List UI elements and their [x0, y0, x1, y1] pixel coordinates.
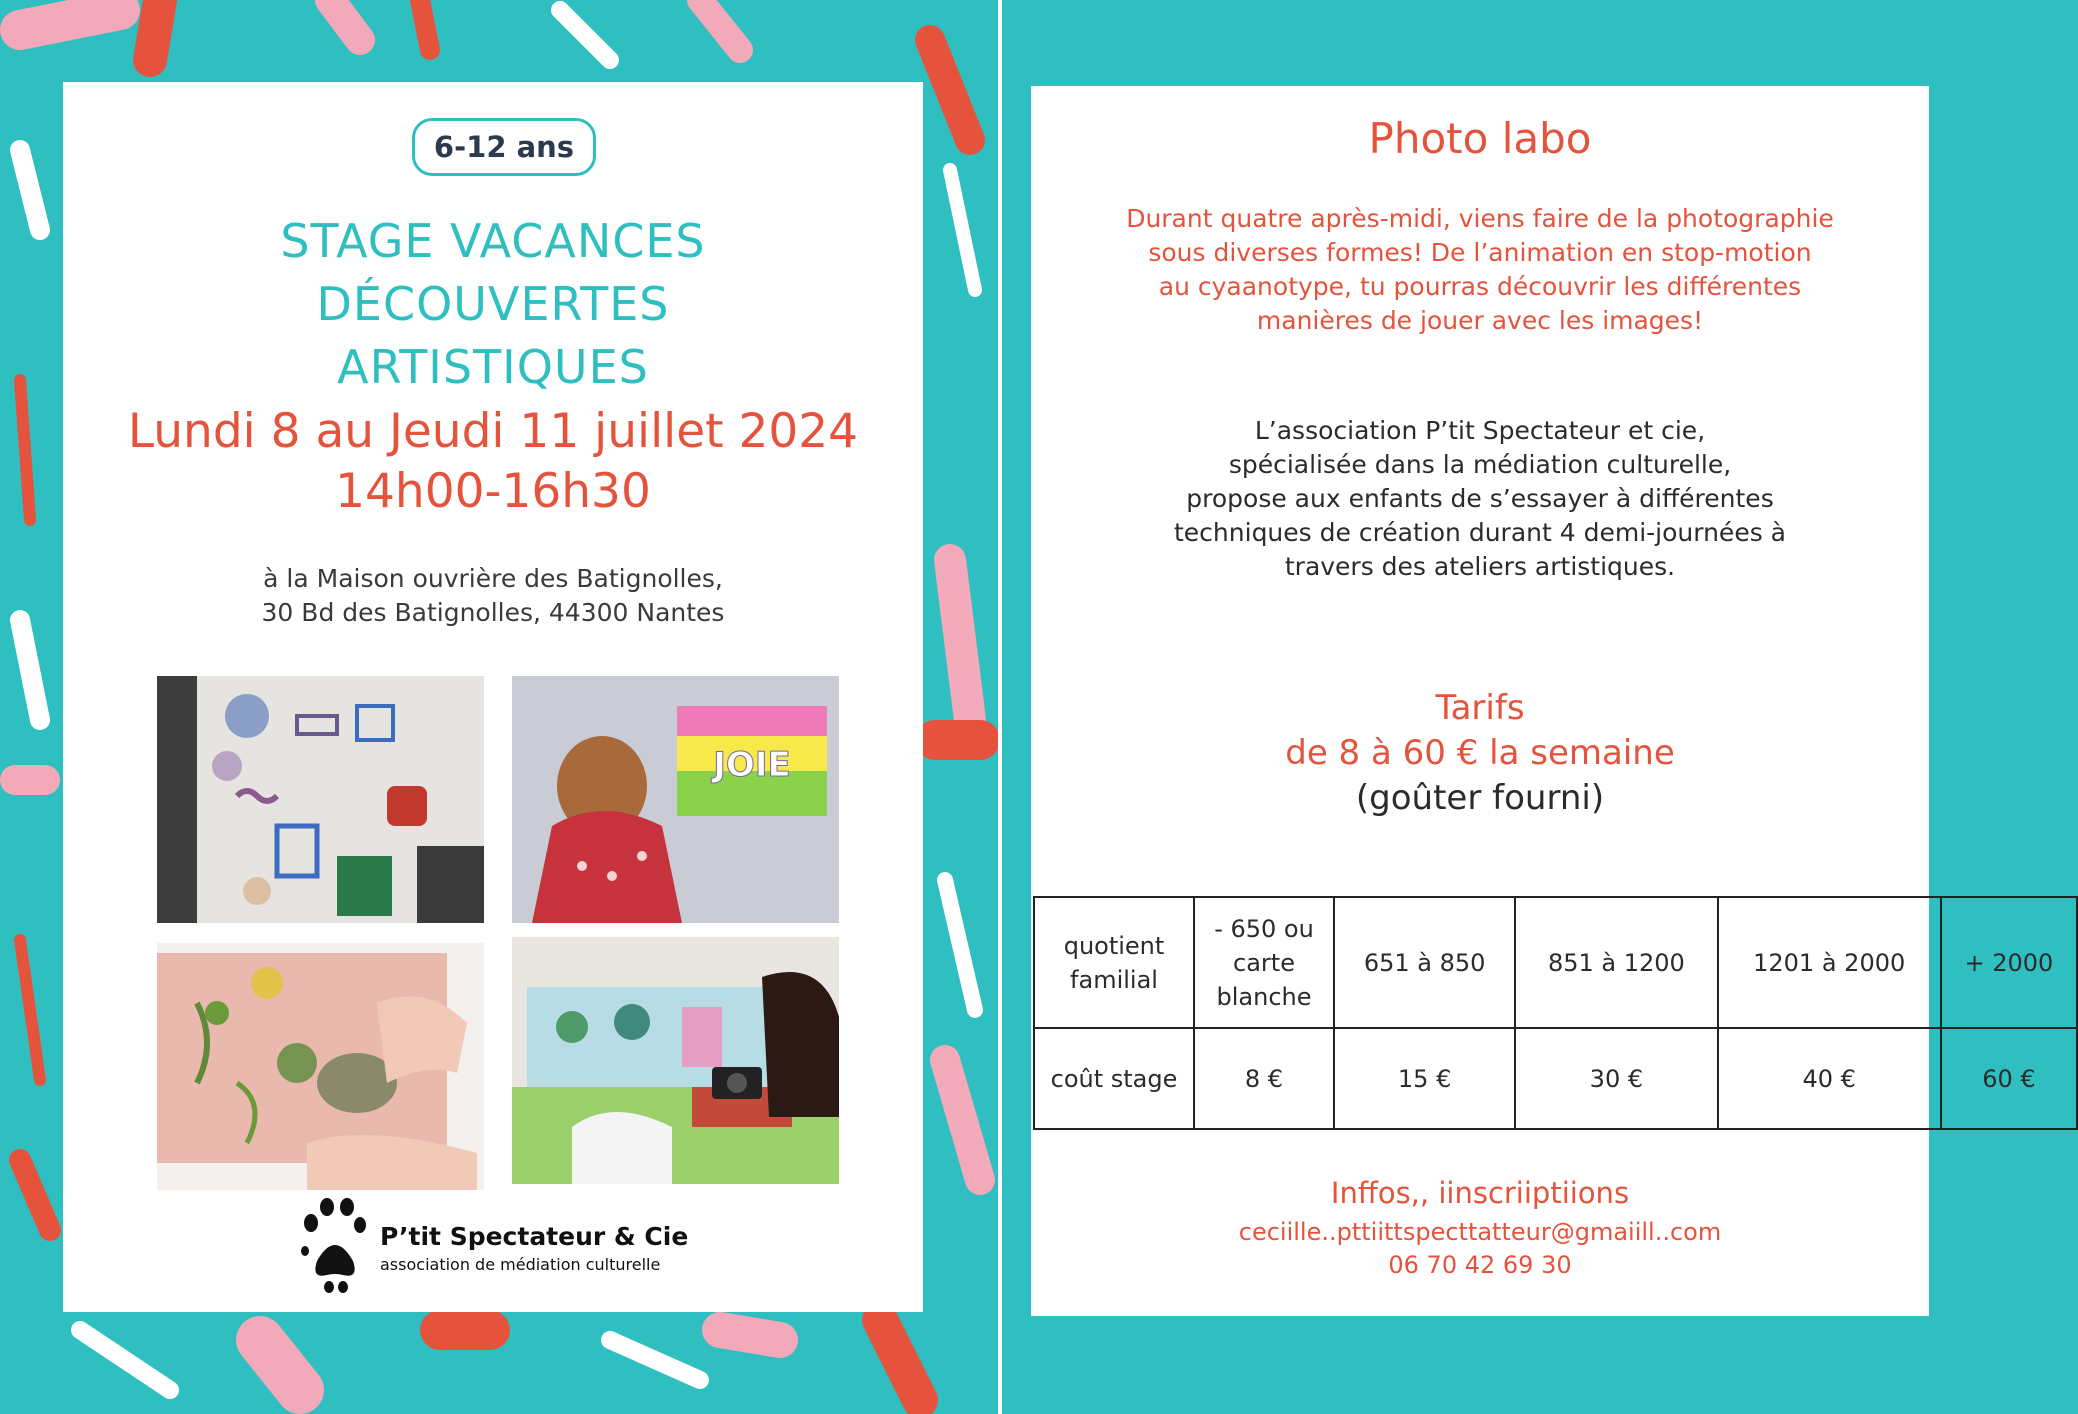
stage-dates: [63, 402, 923, 522]
title-line: STAGE VACANCES: [280, 214, 706, 268]
plant-printing-on-fabric-photo: [157, 943, 484, 1190]
table-row: [1034, 1028, 2077, 1129]
logo-name: P’tit Spectateur & Cie: [380, 1222, 689, 1251]
venue-line: à la Maison ouvrière des Batignolles,: [263, 564, 723, 593]
association-line: spécialisée dans la médiation culturelle,: [1228, 450, 1732, 479]
contact-email[interactable]: ceciille..pttiittspecttatteur@gmaiill..com: [1238, 1218, 1722, 1246]
description-line: au cyaanotype, tu pourras découvrir les différentes: [1158, 272, 1802, 301]
page-divider: [998, 0, 1002, 1414]
association-line: propose aux enfants de s’essayer à différentes: [1186, 484, 1774, 513]
contact-phone[interactable]: 06 70 42 69 30: [1388, 1251, 1572, 1279]
pricing-table: [1033, 896, 2078, 1130]
time-line: 14h00-16h30: [335, 464, 651, 519]
table-cell: 651 à 850: [1334, 897, 1515, 1028]
paw-print-icon: [297, 1195, 367, 1295]
table-row: [1034, 897, 2077, 1028]
table-cell: 851 à 1200: [1515, 897, 1717, 1028]
association-line: L’association P’tit Spectateur et cie,: [1254, 416, 1706, 445]
workshop-title: Photo labo: [1368, 114, 1592, 163]
right-flyer-panel: [1031, 86, 2054, 1316]
description-line: manières de jouer avec les images!: [1256, 306, 1704, 335]
table-cell: 40 €: [1718, 1028, 1941, 1129]
table-cell: 8 €: [1194, 1028, 1334, 1129]
table-cell: 1201 à 2000: [1718, 897, 1941, 1028]
logo-subtitle: association de médiation culturelle: [380, 1255, 661, 1274]
left-flyer-panel: [63, 82, 923, 1312]
association-line: travers des ateliers artistiques.: [1284, 552, 1676, 581]
age-badge: 6-12 ans: [412, 118, 596, 176]
date-line: Lundi 8 au Jeudi 11 juillet 2024: [127, 404, 859, 459]
table-cell: coût stage: [1034, 1028, 1194, 1129]
stop-motion-camera-photo: [512, 937, 839, 1184]
table-cell: 15 €: [1334, 1028, 1515, 1129]
tarifs-note: (goûter fourni): [1355, 778, 1605, 818]
tarifs-range: de 8 à 60 € la semaine: [1285, 733, 1675, 773]
association-description: [1031, 414, 1929, 584]
description-line: Durant quatre après-midi, viens faire de la photographie: [1126, 204, 1834, 233]
stamp-printing-photo: [157, 676, 484, 923]
poster-text: JOIE: [713, 745, 791, 785]
tarifs-block: [1031, 686, 1929, 821]
title-line: ARTISTIQUES: [337, 340, 649, 394]
table-cell: 30 €: [1515, 1028, 1717, 1129]
venue-line: 30 Bd des Batignolles, 44300 Nantes: [261, 598, 725, 627]
contact-block: [1031, 1216, 1929, 1282]
tarifs-heading: Tarifs: [1435, 688, 1525, 728]
workshop-description: [1031, 202, 1929, 338]
table-cell: + 2000: [1941, 897, 2077, 1028]
description-line: sous diverses formes! De l’animation en stop-motion: [1148, 238, 1812, 267]
child-with-joie-poster-photo: [512, 676, 839, 923]
table-cell: quotient familial: [1034, 897, 1194, 1028]
table-cell: - 650 ou carte blanche: [1194, 897, 1334, 1028]
table-cell: 60 €: [1941, 1028, 2077, 1129]
association-line: techniques de création durant 4 demi-journées à: [1174, 518, 1786, 547]
infos-heading: Inffos,, iinscriiptiions: [1330, 1176, 1630, 1210]
stage-title: [63, 210, 923, 399]
venue-address: [63, 562, 923, 630]
title-line: DÉCOUVERTES: [316, 277, 670, 331]
